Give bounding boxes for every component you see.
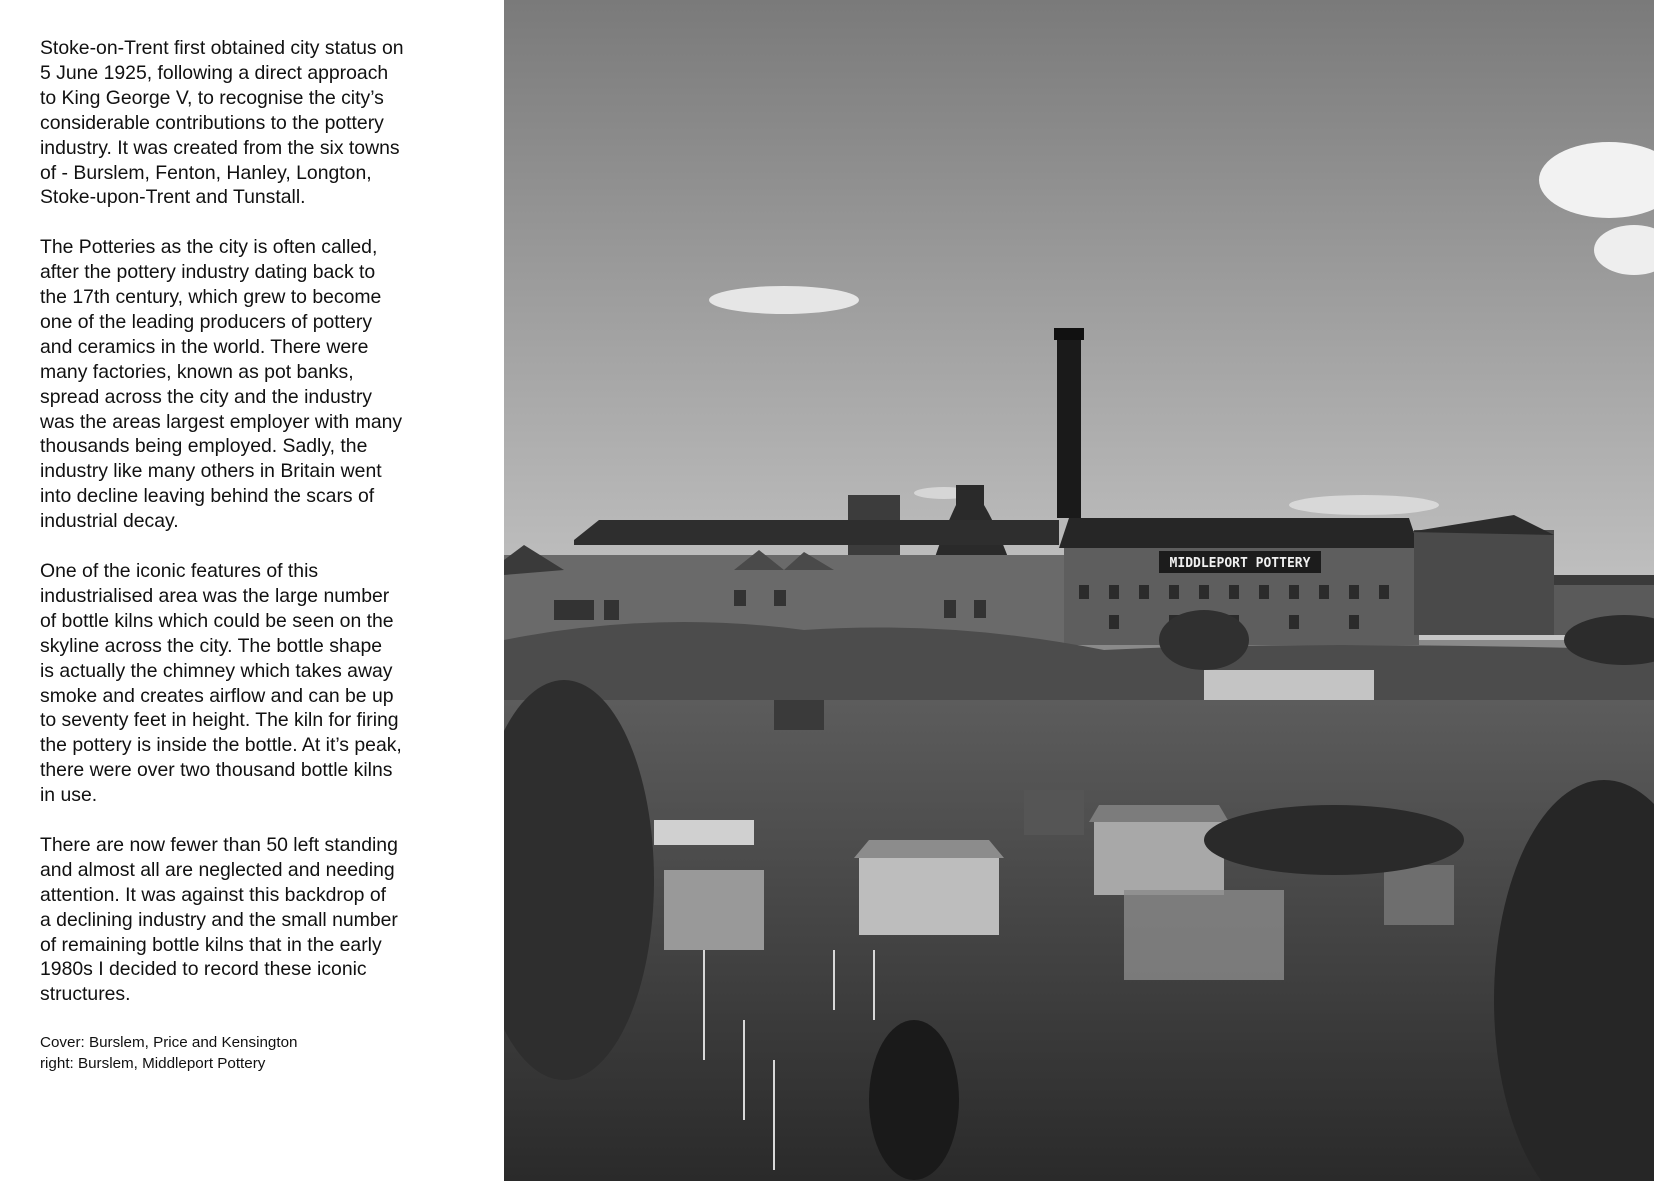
right-building	[1414, 530, 1554, 635]
photo-illustration	[504, 0, 1654, 1181]
cloud	[709, 286, 859, 314]
cloud	[1289, 495, 1439, 515]
factory-roof	[574, 520, 1059, 545]
article-text-column	[40, 36, 440, 1074]
tall-chimney	[1057, 328, 1081, 518]
caption-right: right: Burslem, Middleport Pottery	[40, 1055, 266, 1073]
photo-captions	[40, 1032, 440, 1074]
paragraph-city-status: Stoke-on-Trent first obtained city status on 5 June 1925, following a direct approach to King George V, to recognise the city’s considerable contributions to the pottery industry. It was created from the six towns of - Burslem, Fenton, Hanley, Longton, Stoke-upon-Trent and Tunstall.	[40, 37, 404, 209]
caption-cover: Cover: Burslem, Price and Kensington	[40, 1034, 298, 1052]
hedge	[1204, 805, 1464, 875]
paragraph-remaining-kilns: There are now fewer than 50 left standing and almost all are neglected and needing attention. It was against this backdrop of a declining industry and the small number of remaining bottle kilns that in the early 1980s I decided to record these iconic structures.	[40, 833, 398, 1006]
middleport-sign-text: MIDDLEPORT POTTERY	[1169, 556, 1311, 571]
foreground-plant	[869, 1020, 959, 1180]
middleport-pottery-photo	[504, 0, 1654, 1181]
paragraph-potteries-history: The Potteries as the city is often called, after the pottery industry dating back to the 17th century, which grew to become one of the leading producers of pottery and ceramics in the world. There were many factories, known as pot banks, spread across the city and the industry was the areas largest employer with many thousands being employed. Sadly, the industry like many others in Britain went into decline leaving behind the scars of industrial decay.	[40, 236, 403, 533]
paragraph-bottle-kilns: One of the iconic features of this industrialised area was the large number of bottle kilns which could be seen on the skyline across the city. The bottle shape is actually the chimney which takes away smoke and creates airflow and can be up to seventy feet in height. The kiln for firing the pottery is inside the bottle. At it’s peak, there were over two thousand bottle kilns in use.	[40, 560, 402, 807]
